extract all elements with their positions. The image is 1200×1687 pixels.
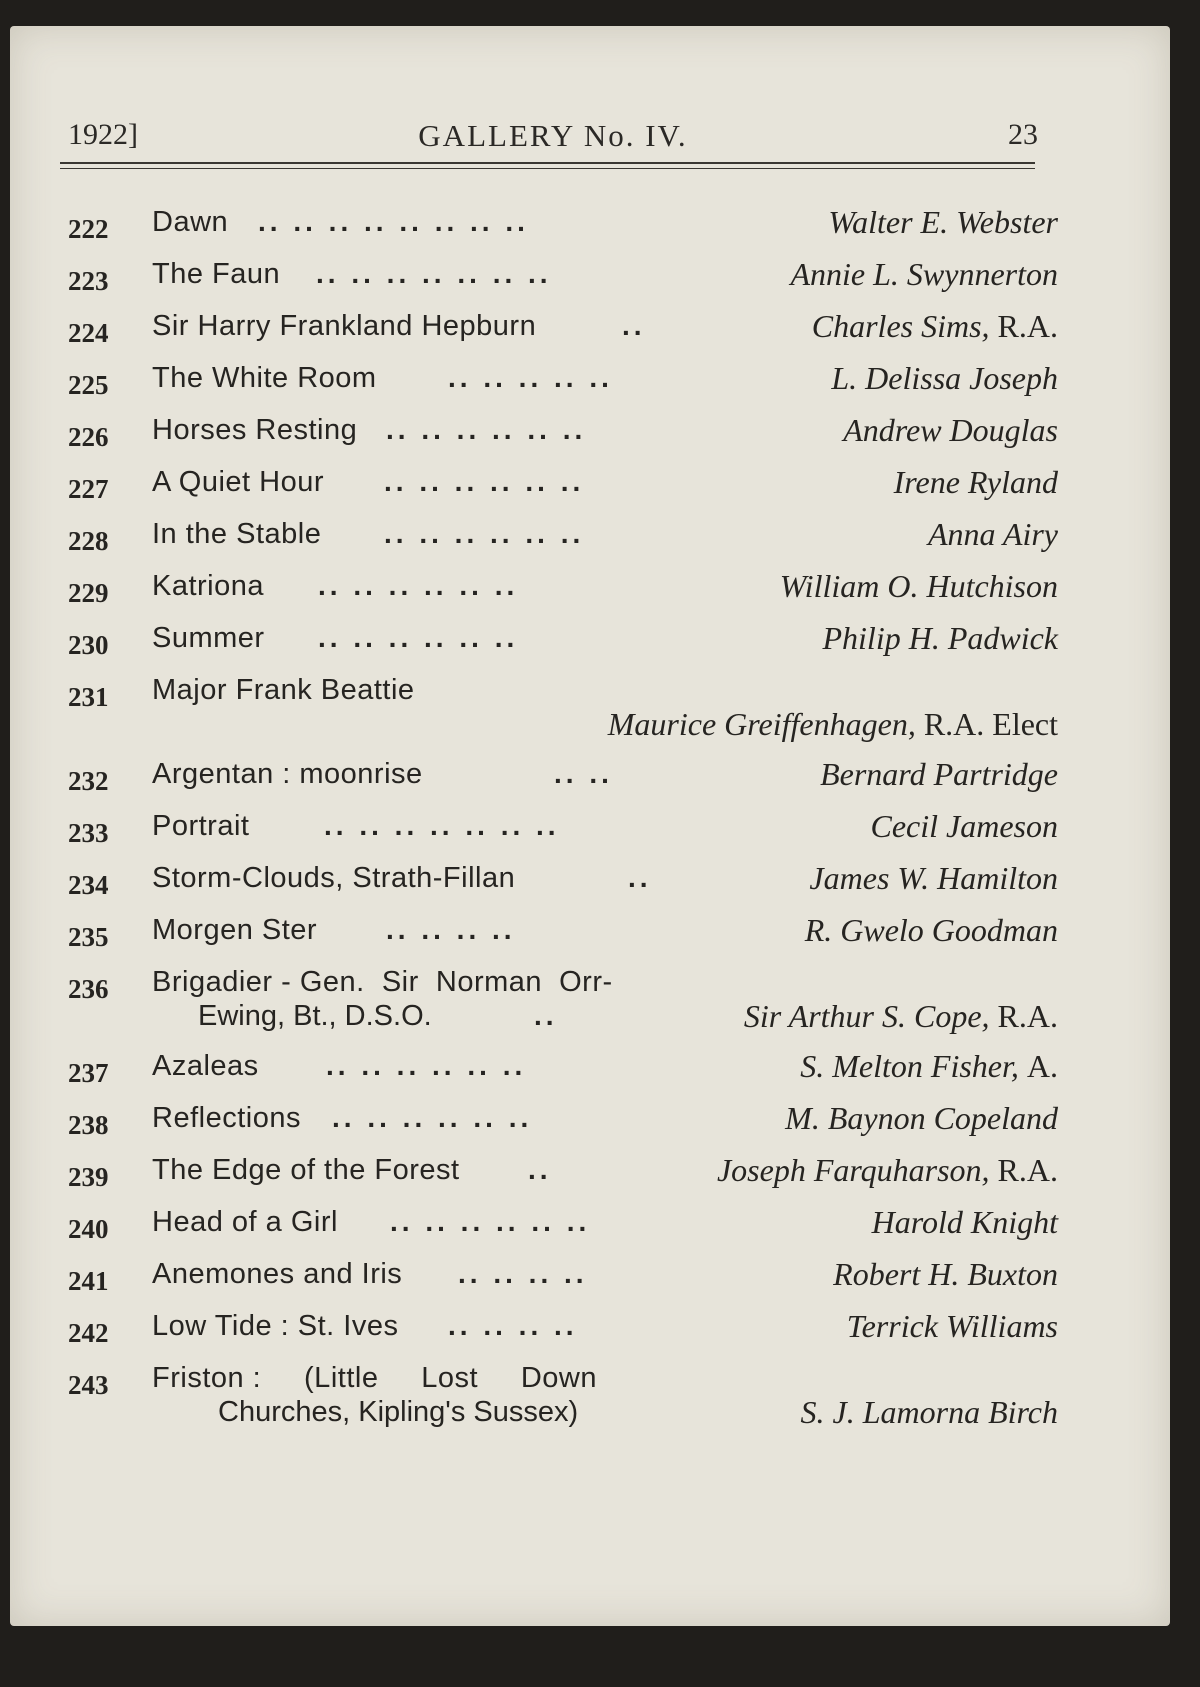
entry-title: Reflections (152, 1102, 301, 1134)
header-rule (60, 162, 1035, 164)
entry-number: 224 (68, 318, 109, 348)
entry-artist: R. Gwelo Goodman (804, 912, 1058, 948)
catalogue-entry (68, 908, 1058, 960)
entry-artist: S. Melton Fisher, A. (800, 1048, 1058, 1084)
entry-number: 230 (68, 630, 109, 660)
entry-title: Summer (152, 622, 265, 654)
catalogue-entry (68, 856, 1058, 908)
catalogue-entry (68, 752, 1058, 804)
entry-number: 228 (68, 526, 109, 556)
dot-leader: .. .. .. .. .. .. (390, 1206, 591, 1237)
dot-leader: .. .. (554, 758, 613, 789)
entry-number: 222 (68, 214, 109, 244)
catalogue-entry (68, 512, 1058, 564)
entry-number: 227 (68, 474, 109, 504)
entry-number: 241 (68, 1266, 109, 1296)
dot-leader: .. .. .. .. .. .. .. (324, 810, 560, 841)
entry-artist: Harold Knight (871, 1204, 1058, 1240)
entry-title: Horses Resting (152, 414, 358, 446)
entry-artist: Terrick Williams (846, 1308, 1058, 1344)
entry-title: Azaleas (152, 1050, 259, 1082)
header-rule-thin (60, 168, 1035, 169)
entry-artist: Maurice Greiffenhagen, R.A. Elect (607, 706, 1058, 742)
catalogue-entry (68, 960, 1058, 1044)
entry-number: 240 (68, 1214, 109, 1244)
entry-artist: Sir Arthur S. Cope, R.A. (743, 998, 1058, 1034)
dot-leader: .. (622, 310, 646, 341)
entry-title: Anemones and Iris (152, 1258, 403, 1290)
entry-number: 231 (68, 682, 109, 712)
catalogue-entry (68, 616, 1058, 668)
entry-artist: Joseph Farquharson, R.A. (716, 1152, 1058, 1188)
catalogue-entry (68, 804, 1058, 856)
entry-artist: Charles Sims, R.A. (811, 308, 1058, 344)
header-year: 1922] (68, 118, 138, 151)
catalogue-entry (68, 304, 1058, 356)
entry-title: Dawn (152, 206, 229, 238)
entry-artist: William O. Hutchison (779, 568, 1058, 604)
entry-artist: James W. Hamilton (809, 860, 1058, 896)
entry-title: Major Frank Beattie (152, 674, 415, 706)
catalogue-entry (68, 1148, 1058, 1200)
entry-number: 226 (68, 422, 109, 452)
entry-number: 225 (68, 370, 109, 400)
entry-title: Brigadier - Gen. Sir Norman Orr- (152, 966, 613, 998)
catalogue-entry (68, 356, 1058, 408)
entry-number: 238 (68, 1110, 109, 1140)
catalogue-entry (68, 408, 1058, 460)
entry-number: 239 (68, 1162, 109, 1192)
entry-number: 233 (68, 818, 109, 848)
dot-leader: .. .. .. .. (448, 1310, 578, 1341)
catalogue-entry (68, 1044, 1058, 1096)
entry-title-continued: Churches, Kipling's Sussex) (218, 1396, 579, 1428)
page-header (68, 118, 1038, 158)
catalogue-entry (68, 1096, 1058, 1148)
catalogue-entry (68, 668, 1058, 752)
catalogue-entries (68, 200, 1058, 1440)
entry-number: 236 (68, 974, 109, 1004)
entry-title: The Edge of the Forest (152, 1154, 460, 1186)
entry-title: The White Room (152, 362, 377, 394)
entry-number: 234 (68, 870, 109, 900)
catalogue-entry (68, 1356, 1058, 1440)
dot-leader: .. .. .. .. .. .. (384, 466, 585, 497)
dot-leader: .. (534, 1000, 558, 1031)
entry-artist: S. J. Lamorna Birch (800, 1394, 1058, 1430)
entry-title: Portrait (152, 810, 250, 842)
dot-leader: .. .. .. .. .. .. .. (316, 258, 552, 289)
entry-artist: Cecil Jameson (870, 808, 1058, 844)
entry-artist: Andrew Douglas (843, 412, 1058, 448)
entry-artist: Bernard Partridge (820, 756, 1058, 792)
entry-title: A Quiet Hour (152, 466, 325, 498)
catalogue-entry (68, 252, 1058, 304)
entry-title: Head of a Girl (152, 1206, 338, 1238)
entry-title-continued: Ewing, Bt., D.S.O. (198, 1000, 432, 1032)
entry-title: Storm-Clouds, Strath-Fillan (152, 862, 516, 894)
entry-number: 229 (68, 578, 109, 608)
entry-artist: Irene Ryland (893, 464, 1058, 500)
entry-artist: Philip H. Padwick (822, 620, 1058, 656)
catalogue-entry (68, 1200, 1058, 1252)
catalogue-entry (68, 200, 1058, 252)
entry-title: Friston : (Little Lost Down (152, 1362, 597, 1394)
entry-title: The Faun (152, 258, 281, 290)
entry-title: Katriona (152, 570, 265, 602)
dot-leader: .. .. .. .. .. .. (384, 518, 585, 549)
entry-title: Morgen Ster (152, 914, 318, 946)
dot-leader: .. .. .. .. .. .. (318, 570, 519, 601)
dot-leader: .. (528, 1154, 552, 1185)
gallery-title: GALLERY No. IV. (418, 118, 688, 153)
dot-leader: .. .. .. .. .. .. (332, 1102, 533, 1133)
catalogue-entry (68, 1304, 1058, 1356)
dot-leader: .. .. .. .. .. .. (318, 622, 519, 653)
entry-title: In the Stable (152, 518, 322, 550)
entry-number: 223 (68, 266, 109, 296)
entry-artist: Annie L. Swynnerton (790, 256, 1058, 292)
entry-number: 237 (68, 1058, 109, 1088)
entry-title: Argentan : moonrise (152, 758, 423, 790)
entry-artist: M. Baynon Copeland (785, 1100, 1058, 1136)
entry-number: 235 (68, 922, 109, 952)
catalogue-entry (68, 1252, 1058, 1304)
dot-leader: .. .. .. .. .. .. (386, 414, 587, 445)
page-number: 23 (1008, 118, 1038, 151)
entry-number: 243 (68, 1370, 109, 1400)
dot-leader: .. .. .. .. .. (448, 362, 613, 393)
catalogue-entry (68, 564, 1058, 616)
dot-leader: .. .. .. .. .. .. (326, 1050, 527, 1081)
dot-leader: .. (628, 862, 652, 893)
entry-artist: Anna Airy (927, 516, 1058, 552)
dot-leader: .. .. .. .. (386, 914, 516, 945)
entry-artist: L. Delissa Joseph (831, 360, 1058, 396)
entry-artist: Walter E. Webster (828, 204, 1058, 240)
dot-leader: .. .. .. .. .. .. .. .. (258, 206, 529, 237)
entry-title: Low Tide : St. Ives (152, 1310, 399, 1342)
entry-title: Sir Harry Frankland Hepburn (152, 310, 537, 342)
entry-artist: Robert H. Buxton (833, 1256, 1058, 1292)
dot-leader: .. .. .. .. (458, 1258, 588, 1289)
catalogue-entry (68, 460, 1058, 512)
entry-number: 232 (68, 766, 109, 796)
entry-number: 242 (68, 1318, 109, 1348)
